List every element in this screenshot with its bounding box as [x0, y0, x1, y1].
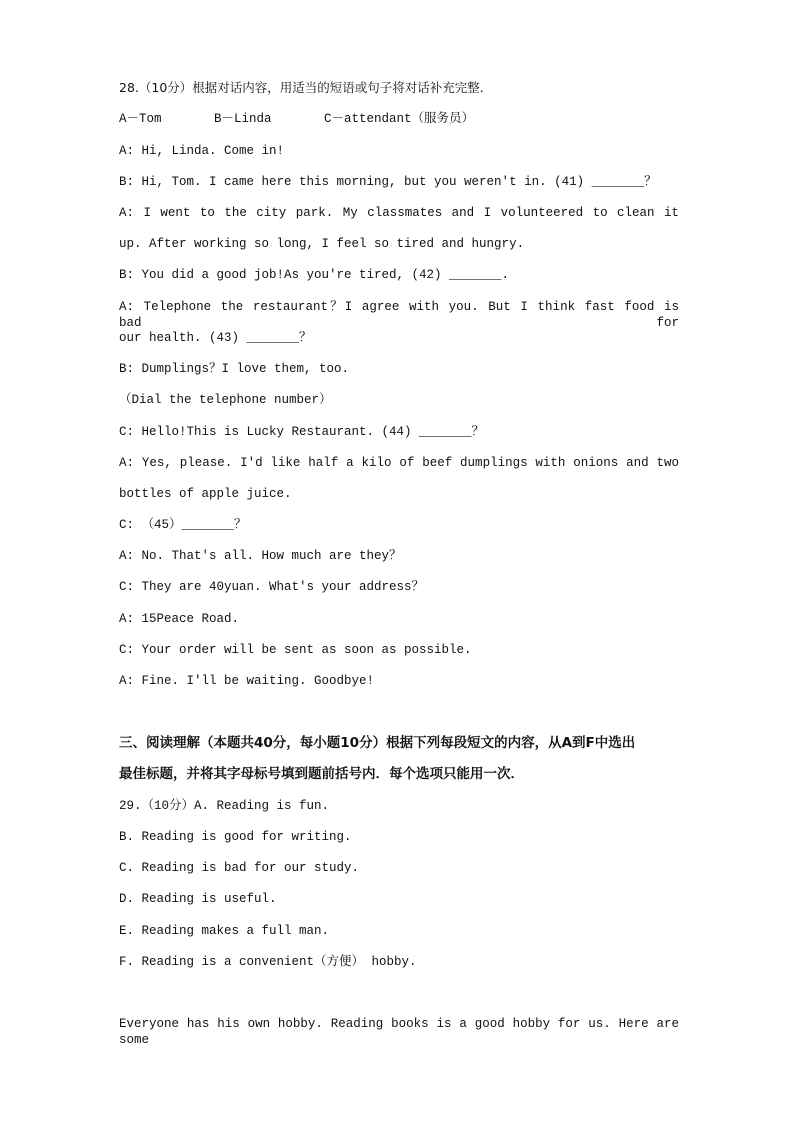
- dialogue-line: C: Hello!This is Lucky Restaurant. (44) _______？: [119, 425, 485, 439]
- question-29-option: C. Reading is bad for our study.: [119, 861, 360, 875]
- dialogue-line: A: 15Peace Road.: [119, 612, 240, 626]
- dialogue-line: B: Dumplings？I love them, too.: [119, 362, 350, 376]
- section-3-heading-line-2: 最佳标题，并将其字母标号填到题前括号内．每个选项只能用一次．: [119, 766, 524, 782]
- dialogue-line: B: You did a good job!As you're tired, (42) _______.: [119, 268, 510, 282]
- dialogue-line: A: Hi, Linda. Come in!: [119, 144, 285, 158]
- question-29-option: 29.（10分）A. Reading is fun.: [119, 799, 330, 813]
- question-29-option: E. Reading makes a full man.: [119, 924, 330, 938]
- dialogue-line: A: Fine. I'll be waiting. Goodbye!: [119, 674, 375, 688]
- dialogue-line: C: （45）_______？: [119, 518, 247, 532]
- passage-first-line: Everyone has his own hobby. Reading books is a good hobby for us. Here are some: [119, 1017, 679, 1047]
- dialogue-line: B: Hi, Tom. I came here this morning, but you weren't in. (41) _______？: [119, 175, 657, 189]
- dialogue-line: C: They are 40yuan. What's your address？: [119, 580, 425, 594]
- question-29-option: B. Reading is good for writing.: [119, 830, 352, 844]
- section-3-heading-line-1: 三、阅读理解（本题共40分，每小题10分）根据下列每段短文的内容，从A到F中选出: [119, 735, 636, 751]
- dialogue-line: C: Your order will be sent as soon as possible.: [119, 643, 472, 657]
- question-29-option: D. Reading is useful.: [119, 892, 277, 906]
- dialogue-line: A: No. That's all. How much are they？: [119, 549, 402, 563]
- dialogue-line: bottles of apple juice.: [119, 487, 292, 501]
- dialogue-line: A: Yes, please. I'd like half a kilo of beef dumplings with onions and two: [119, 456, 679, 470]
- dialogue-line: A: I went to the city park. My classmates and I volunteered to clean it: [119, 206, 679, 220]
- question-29-option: F. Reading is a convenient（方便） hobby.: [119, 955, 417, 969]
- question-28-intro: 28.（10分）根据对话内容，用适当的短语或句子将对话补充完整．: [119, 80, 493, 95]
- dialogue-line: A: Telephone the restaurant？I agree with you. But I think fast food is bad for: [119, 300, 679, 330]
- dialogue-line: up. After working so long, I feel so tired and hungry.: [119, 237, 525, 251]
- stage-direction: （Dial the telephone number）: [119, 393, 332, 407]
- dialogue-line: our health. (43) _______？: [119, 331, 312, 345]
- question-28-roles: A－Tom B－Linda C－attendant（服务员）: [119, 112, 475, 126]
